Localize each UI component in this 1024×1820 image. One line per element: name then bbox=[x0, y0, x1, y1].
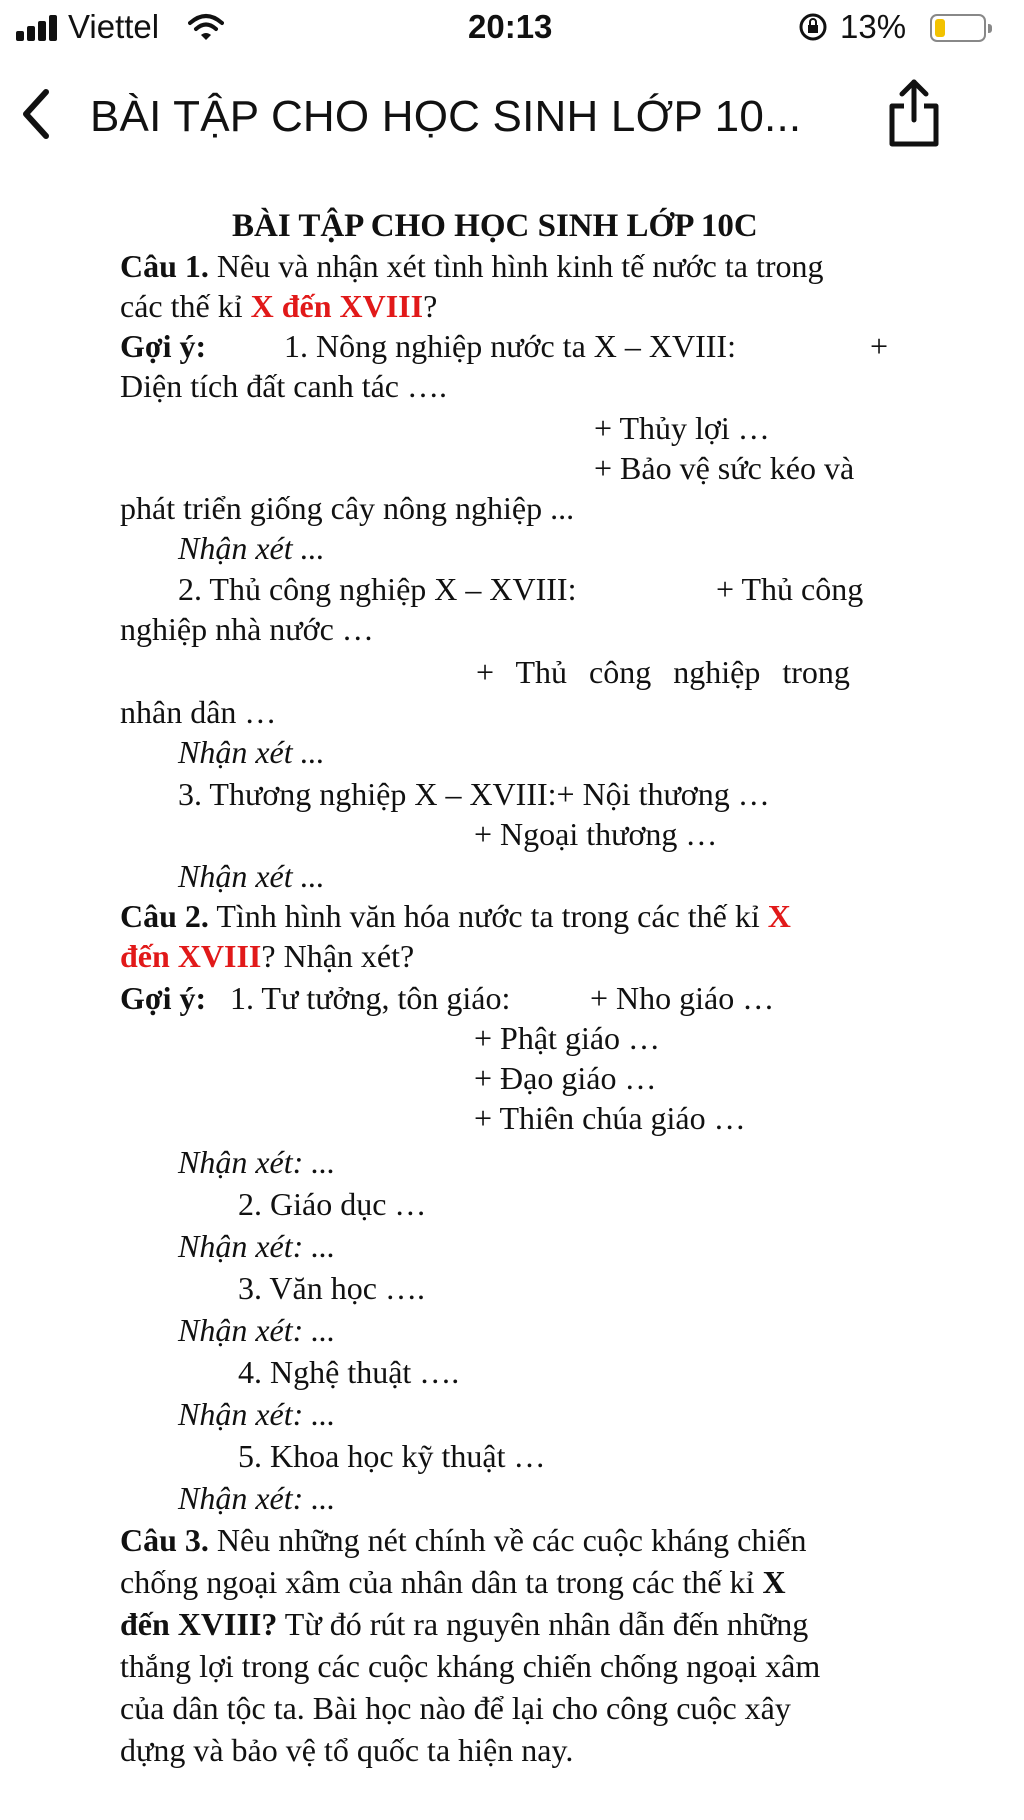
q2-hint-4: 4. Nghệ thuật …. bbox=[238, 1354, 460, 1390]
hint-1-item-3: + Bảo vệ sức kéo và bbox=[594, 450, 855, 486]
comment-2: Nhận xét ... bbox=[178, 734, 325, 770]
q2-hint-1-item-4: + Thiên chúa giáo … bbox=[474, 1100, 746, 1136]
q2-comment-4: Nhận xét: ... bbox=[178, 1396, 336, 1432]
document-title: BÀI TẬP CHO HỌC SINH LỚP 10... bbox=[90, 92, 802, 141]
hint-1-item-2: + Thủy lợi … bbox=[594, 410, 770, 446]
q2-comment-2: Nhận xét: ... bbox=[178, 1228, 336, 1264]
document-page bbox=[0, 164, 1024, 1820]
q2-comment-5: Nhận xét: ... bbox=[178, 1480, 336, 1516]
hint-2-item-2: + Thủ công nghiệp trong bbox=[476, 654, 850, 690]
share-icon[interactable] bbox=[884, 76, 944, 150]
question-3-line-4: thắng lợi trong các cuộc kháng chiến chống ngoại xâm bbox=[120, 1648, 821, 1684]
hint-2-item-1: + Thủ công bbox=[716, 571, 864, 607]
hint-1-heading: 1. Nông nghiệp nước ta X – XVIII: bbox=[284, 328, 736, 364]
q2-hint-1-heading: 1. Tư tưởng, tôn giáo: bbox=[230, 980, 511, 1016]
back-chevron-icon[interactable] bbox=[16, 84, 56, 144]
wifi-icon bbox=[188, 12, 224, 42]
cellular-signal-icon bbox=[16, 15, 60, 41]
question-3-line-1: Câu 3. Nêu những nét chính về các cuộc kháng chiến bbox=[120, 1522, 807, 1558]
q2-hint-1-item-1: + Nho giáo … bbox=[590, 980, 775, 1016]
hint-2-item-1-cont: nghiệp nhà nước … bbox=[120, 611, 374, 647]
battery-fill bbox=[935, 19, 945, 37]
question-1-line-1: Câu 1. Nêu và nhận xét tình hình kinh tế nước ta trong bbox=[120, 248, 824, 284]
q2-hint-3: 3. Văn học …. bbox=[238, 1270, 425, 1306]
question-3-line-2: chống ngoại xâm của nhân dân ta trong các thế kỉ X bbox=[120, 1564, 786, 1600]
status-bar bbox=[0, 0, 1024, 62]
hint-label-2: Gợi ý: bbox=[120, 980, 207, 1016]
battery-icon bbox=[930, 14, 986, 42]
question-2-line-1: Câu 2. Tình hình văn hóa nước ta trong các thế kỉ X bbox=[120, 898, 791, 934]
carrier-name: Viettel bbox=[68, 8, 160, 45]
hint-1-plus: + bbox=[870, 328, 889, 364]
hint-1-item-1: Diện tích đất canh tác …. bbox=[120, 368, 447, 404]
question-3-line-6: dựng và bảo vệ tổ quốc ta hiện nay. bbox=[120, 1732, 574, 1768]
q2-hint-1-item-3: + Đạo giáo … bbox=[474, 1060, 657, 1096]
orientation-lock-icon bbox=[798, 12, 828, 42]
question-3-line-5: của dân tộc ta. Bài học nào để lại cho công cuộc xây bbox=[120, 1690, 791, 1726]
navigation-bar bbox=[0, 62, 1024, 164]
question-2-line-2: đến XVIII? Nhận xét? bbox=[120, 938, 415, 974]
q2-hint-1-item-2: + Phật giáo … bbox=[474, 1020, 661, 1056]
hint-2-heading: 2. Thủ công nghiệp X – XVIII: bbox=[178, 571, 577, 607]
hint-label: Gợi ý: bbox=[120, 328, 207, 364]
q2-comment-1: Nhận xét: ... bbox=[178, 1144, 336, 1180]
clock: 20:13 bbox=[468, 8, 553, 45]
doc-title: BÀI TẬP CHO HỌC SINH LỚP 10C bbox=[232, 208, 758, 244]
q2-hint-2: 2. Giáo dục … bbox=[238, 1186, 427, 1222]
comment-3: Nhận xét ... bbox=[178, 858, 325, 894]
hint-1-item-3-cont: phát triển giống cây nông nghiệp ... bbox=[120, 490, 575, 526]
question-1-line-2: các thế kỉ X đến XVIII? bbox=[120, 288, 438, 324]
hint-3-item-2: + Ngoại thương … bbox=[474, 816, 718, 852]
q2-comment-3: Nhận xét: ... bbox=[178, 1312, 336, 1348]
comment-1: Nhận xét ... bbox=[178, 530, 325, 566]
hint-2-item-2-cont: nhân dân … bbox=[120, 694, 277, 730]
question-3-line-3: đến XVIII? Từ đó rút ra nguyên nhân dẫn đến những bbox=[120, 1606, 809, 1642]
battery-percent: 13% bbox=[840, 8, 907, 45]
hint-3-heading: 3. Thương nghiệp X – XVIII:+ Nội thương … bbox=[178, 776, 770, 812]
q2-hint-5: 5. Khoa học kỹ thuật … bbox=[238, 1438, 546, 1474]
